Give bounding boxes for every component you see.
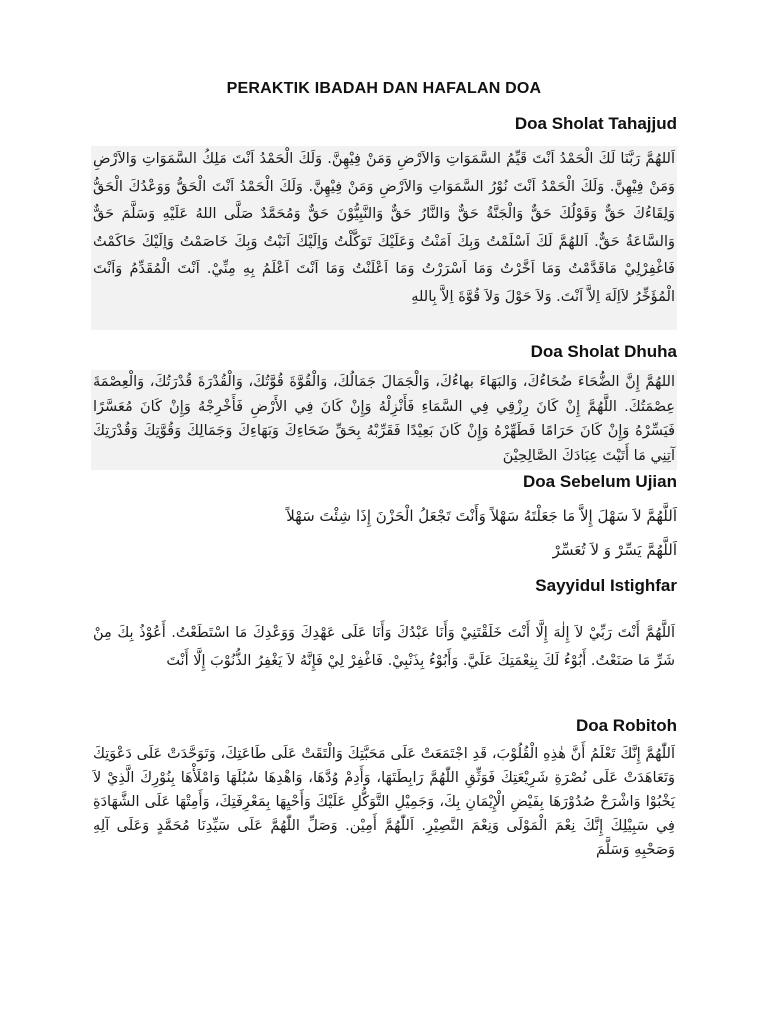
document-title: PERAKTIK IBADAH DAN HAFALAN DOA [226,80,542,97]
heading-tahajjud: Doa Sholat Tahajjud [514,114,677,133]
prayer-line-ujian-1: اَللَّهُمَّ لاَ سَهْلَ إِلاَّ مَا جَعَلْتَهُ سَهْلاً وَأَنْتَ تَجْعَلُ الْحَزْنَ إِذَا شِئْتَ سَهْلاً [286,507,677,525]
heading-dhuha: Doa Sholat Dhuha [530,342,677,361]
prayer-text-robitoh: اَللّٰهُمَّ إِنَّكَ تَعْلَمُ أَنَّ هٰذِهِ الْقُلُوْبَ، قَدِ اجْتَمَعَتْ عَلَى مَحَبَّتِكَ وَالْتَقَتْ عَلَى طَاعَتِكَ، وَتَوَحَّدَتْ عَلَى دَعْوَتِكَ وَتَعَاهَدَتْ عَلَى نُصْرَةِ شَرِيْعَتِكَ فَوَثِّقِ اللّٰهُمَّ رَابِطَتَهَا، وَأَدِمْ وُدَّهَا، وَاهْدِهَا سُبُلَهَا وَامْلَأْهَا بِنُوْرِكَ الَّذِيْ لاَ يَخْبُوْا وَاشْرَحْ صُدُوْرَهَا بِفَيْضِ الْإِيْمَانِ بِكَ، وَجَمِيْلِ التَّوَكُّلِ عَلَيْكَ وَأَحْيِهَا بِمَعْرِفَتِكَ، وَأَمِتْهَا عَلَى الشَّهَادَةِ فِي سَبِيْلِكَ إِنَّكَ نِعْمَ الْمَوْلَى وَنِعْمَ النَّصِيْرِ. اَللّٰهُمَّ أَمِيْن. وَصَلِّ اللّٰهُمَّ عَلَى سَيِّدِنَا مُحَمَّدٍ وَعَلَى آلِهِ وَصَحْبِهِ وَسَلَّمَ [93,746,675,858]
prayer-text-dhuha: اللهُمَّ إِنَّ الضُّحَاءَ ضُحَاءُكَ، وَالبَهَاءَ بهاءُكَ، وَالْجَمَالَ جَمَالُكَ، وَالْقُوَّةَ قُوَّتُكَ، وَالْقُدْرَةَ قُدْرَتُكَ، وَالْعِصْمَةَ عِصْمَتُكَ. اللَّهُمَّ إِنْ كَانَ رِزْقِي فِي السَّمَاءِ فَأَنْزِلْهُ وَإِنْ كَانَ فِي الأَرْضِ فَأَخْرِجْهُ وَإِنْ كَانَ مُعَسَّرًا فَيَسِّرْهُ وَإِنْ كَانَ حَرَامًا فَطَهِّرْهُ وَإِنْ كَانَ بَعِيْدًا فَقَرِّبْهُ بِحَقِّ ضَحَاءِكَ وَبَهَاءِكَ وَجَمَالِكَ وَقُوَّتِكَ وَقُدْرَتِكَ آتِنِي مَا أَتَيْتَ عِبَادَكَ الصَّالِحِيْنَ [91,370,677,470]
heading-robitoh: Doa Robitoh [575,716,677,735]
heading-istighfar: Sayyidul Istighfar [535,576,677,595]
prayer-text-istighfar: اَللَّهُمَّ أَنْتَ رَبِّيْ لاَ إِلٰهَ إِلَّا أَنْتَ خَلَقْتَنِيْ وَأَنَا عَبْدُكَ وَأَنَا عَلَى عَهْدِكَ وَوَعْدِكَ مَا اسْتَطَعْتُ. أَعُوْذُ بِكَ مِنْ شَرِّ مَا صَنَعْتُ. أَبُوْءُ لَكَ بِنِعْمَتِكَ عَلَيَّ. وَأَبُوْءُ بِذَنْبِيْ. فَاغْفِرْ لِيْ فَإِنَّهُ لاَ يَغْفِرُ الذُّنُوْبَ إِلَّا أَنْتَ [93,625,675,669]
prayer-line-ujian-2: اَللَّهُمَّ يَسِّرْ وَ لاَ تُعَسِّرْ [552,541,677,559]
heading-ujian: Doa Sebelum Ujian [523,472,677,491]
prayer-text-tahajjud: اَللهُمَّ رَبَّنَا لَكَ الْحَمْدُ اَنْتَ قَيِّمُ السَّمَوَاتِ وَالاَرْضِ وَمَنْ فِيْهِنَّ. وَلَكَ الْحَمْدُ اَنْتَ مَلِكُ السَّمَوَاتِ وَالاَرْضِ وَمَنْ فِيْهِنَّ. وَلَكَ الْحَمْدُ اَنْتَ نُوْرُ السَّمَوَاتِ وَالاَرْضِ وَمَنْ فِيْهِنَّ. وَلَكَ الْحَمْدُ اَنْتَ الْحَقُّ وَوَعْدُكَ الْحَقُّ وَلِقَاءُكَ حَقٌّ وَقَوْلُكَ حَقٌّ وَالْجَنَّةُ حَقٌّ وَالنَّارُ حَقٌّ وَالنَّبِيُّوْنَ حَقٌّ وَمُحَمَّدٌ صَلَّى اللهُ عَلَيْهِ وَسَلَّمَ حَقٌّ وَالسَّاعَةُ حَقٌّ. اَللهُمَّ لَكَ اَسْلَمْتُ وَبِكَ اَمَنْتُ وَعَلَيْكَ تَوَكَّلْتُ وَاِلَيْكَ اَنَبْتُ وَبِكَ خَاصَمْتُ وَاِلَيْكَ حَاكَمْتُ فَاغْفِرْلِيْ مَاقَدَّمْتُ وَمَا اَخَّرْتُ وَمَا اَسْرَرْتُ وَمَا اَعْلَنْتُ وَمَا اَنْتَ اَعْلَمُ بِهِ مِنِّيْ. اَنْتَ الْمُقَدِّمُ وَاَنْتَ الْمُؤَخِّرُ لاَاِلَهَ اِلاَّ اَنْتَ. وَلاَ حَوْلَ وَلاَ قُوَّةَ اِلاَّ بِاللهِ [91,146,677,330]
